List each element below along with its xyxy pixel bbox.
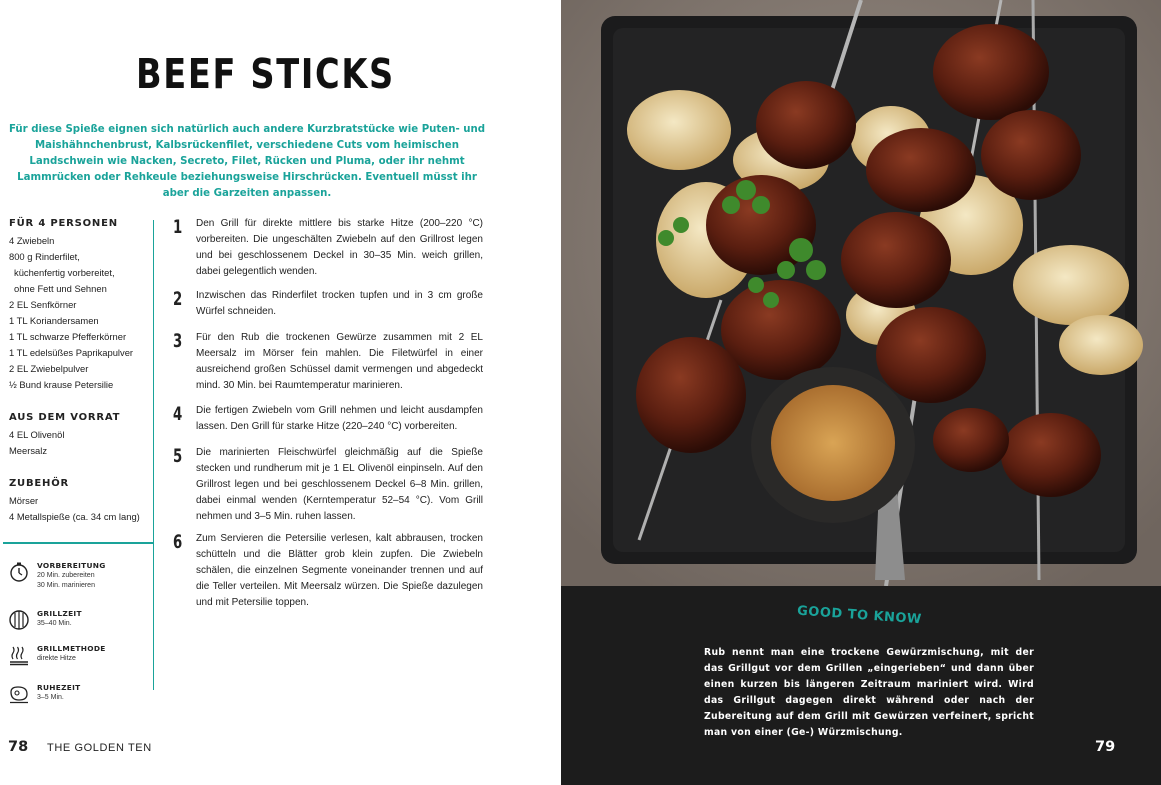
good-to-know-title: GOOD TO KNOW (796, 603, 923, 628)
recipe-title: BEEF STICKS (136, 50, 395, 98)
grill-icon (8, 609, 30, 631)
stat-value-line: 20 Min. zubereiten (37, 572, 95, 579)
pantry-list (9, 427, 64, 459)
ingredients-list (9, 233, 133, 393)
list-item: 4 Zwiebeln (9, 235, 55, 246)
meat-icon (8, 683, 30, 705)
list-item: ½ Bund krause Petersilie (9, 379, 114, 390)
list-item: küchenfertig vorbereitet, (14, 267, 115, 278)
stat-label: GRILLMETHODE (37, 644, 106, 653)
column-divider (153, 220, 154, 690)
step-number: 3 (173, 330, 183, 352)
right-page (561, 0, 1161, 785)
list-item: 2 EL Zwiebelpulver (9, 363, 89, 374)
list-item: 1 TL edelsüßes Paprikapulver (9, 347, 134, 358)
running-footer: THE GOLDEN TEN (47, 742, 152, 754)
good-to-know-text: Rub nennt man eine trockene Gewürzmischung, mit der das Grillgut vor dem Grillen „eingerieben“ und dann über einen kurzen bis längeren Zeitraum mariniert wird. Wird das Grillgut dagegen direkt während oder nach der Zubereitung auf dem Grill mit Gewürzen verfeinert, spricht man von einer (Ge-) Würzmischung. (704, 647, 1034, 738)
step-number: 5 (173, 445, 183, 467)
list-item: 2 EL Senfkörner (9, 299, 77, 310)
step-number: 4 (173, 403, 183, 425)
step-text: Inzwischen das Rinderfilet trocken tupfen und in 3 cm große Würfel schneiden. (196, 290, 483, 317)
stat-label: RUHEZEIT (37, 683, 81, 692)
recipe-intro: Für diese Spieße eignen sich natürlich auch andere Kurzbratstücke wie Puten- und Maishähnchenbrust, Kalbsrückenfilet, verschiedene Cuts vom heimischen Landschwein wie Nacken, Secreto, Filet, Rücken und Pluma, oder ihr nehmt Lammrücken oder Rehkeule beziehungsweise Hirschrücken. Eventuell müsst ihr aber die Garzeiten anpassen. (8, 124, 486, 199)
stat-value: 35–40 Min. (37, 620, 72, 627)
heat-icon (8, 644, 30, 666)
ingredients-heading: FÜR 4 PERSONEN (9, 218, 118, 229)
step-text: Den Grill für direkte mittlere bis starke Hitze (200–220 °C) vorbereiten. Die ungeschälten Zwiebeln auf den Grillrost legen und bei geschlossenem Deckel in 30–35 Min. weich grillen, dabei gelegentlich wenden. (196, 218, 483, 277)
page-number-left: 78 (8, 739, 29, 755)
list-item: Meersalz (9, 445, 48, 456)
divider (3, 542, 153, 544)
list-item: 800 g Rinderfilet, (9, 251, 80, 262)
step-number: 2 (173, 288, 183, 310)
list-item: Mörser (9, 495, 39, 506)
stat-value: 3–5 Min. (37, 694, 64, 701)
step-text: Die marinierten Fleischwürfel gleichmäßig auf die Spieße stecken und rundherum mit je 1 EL Olivenöl einpinseln. Auf den Grillrost legen und bei geschlossenem Deckel 6–8 Min. grillen, dabei einmal wenden (Kerntemperatur 52–54 °C). Vom Grill nehmen und 3–5 Min. ruhen lassen. (196, 447, 483, 522)
left-page (0, 0, 561, 785)
step-number: 1 (173, 216, 183, 238)
stat-value: direkte Hitze (37, 655, 76, 662)
stat-value (37, 571, 95, 591)
equipment-list (9, 493, 140, 525)
stat-label: VORBEREITUNG (37, 561, 106, 570)
list-item: ohne Fett und Sehnen (14, 283, 107, 294)
step-text: Zum Servieren die Petersilie verlesen, kalt abbrausen, trocken schütteln und die Blätter grob klein zupfen. Die Zwiebeln schälen, die einzelnen Segmente voneinander trennen und auf die Teller verteilen. Mit Meersalz würzen. Die Spieße dazulegen und mit Petersilie toppen. (196, 533, 483, 608)
step-text: Die fertigen Zwiebeln vom Grill nehmen und leicht ausdampfen lassen. Den Grill für starke Hitze (220–240 °C) vorbereiten. (196, 405, 483, 432)
stat-value-line: 30 Min. marinieren (37, 582, 95, 589)
food-photo (561, 0, 1161, 586)
list-item: 4 EL Olivenöl (9, 429, 65, 440)
page-number-right: 79 (1095, 739, 1116, 755)
list-item: 1 TL Koriandersamen (9, 315, 99, 326)
stat-label: GRILLZEIT (37, 609, 82, 618)
equipment-heading: ZUBEHÖR (9, 478, 69, 489)
list-item: 1 TL schwarze Pfefferkörner (9, 331, 127, 342)
step-number: 6 (173, 531, 183, 553)
timer-icon (8, 561, 30, 583)
step-text: Für den Rub die trockenen Gewürze zusammen mit 2 EL Meersalz im Mörser fein mahlen. Die Filetwürfel in einer ausreichend großen Schüssel damit vermengen und abgedeckt mind. 30 Min. bei Raumtemperatur marinieren. (196, 332, 483, 391)
list-item: 4 Metallspieße (ca. 34 cm lang) (9, 511, 140, 522)
pantry-heading: AUS DEM VORRAT (9, 412, 121, 423)
